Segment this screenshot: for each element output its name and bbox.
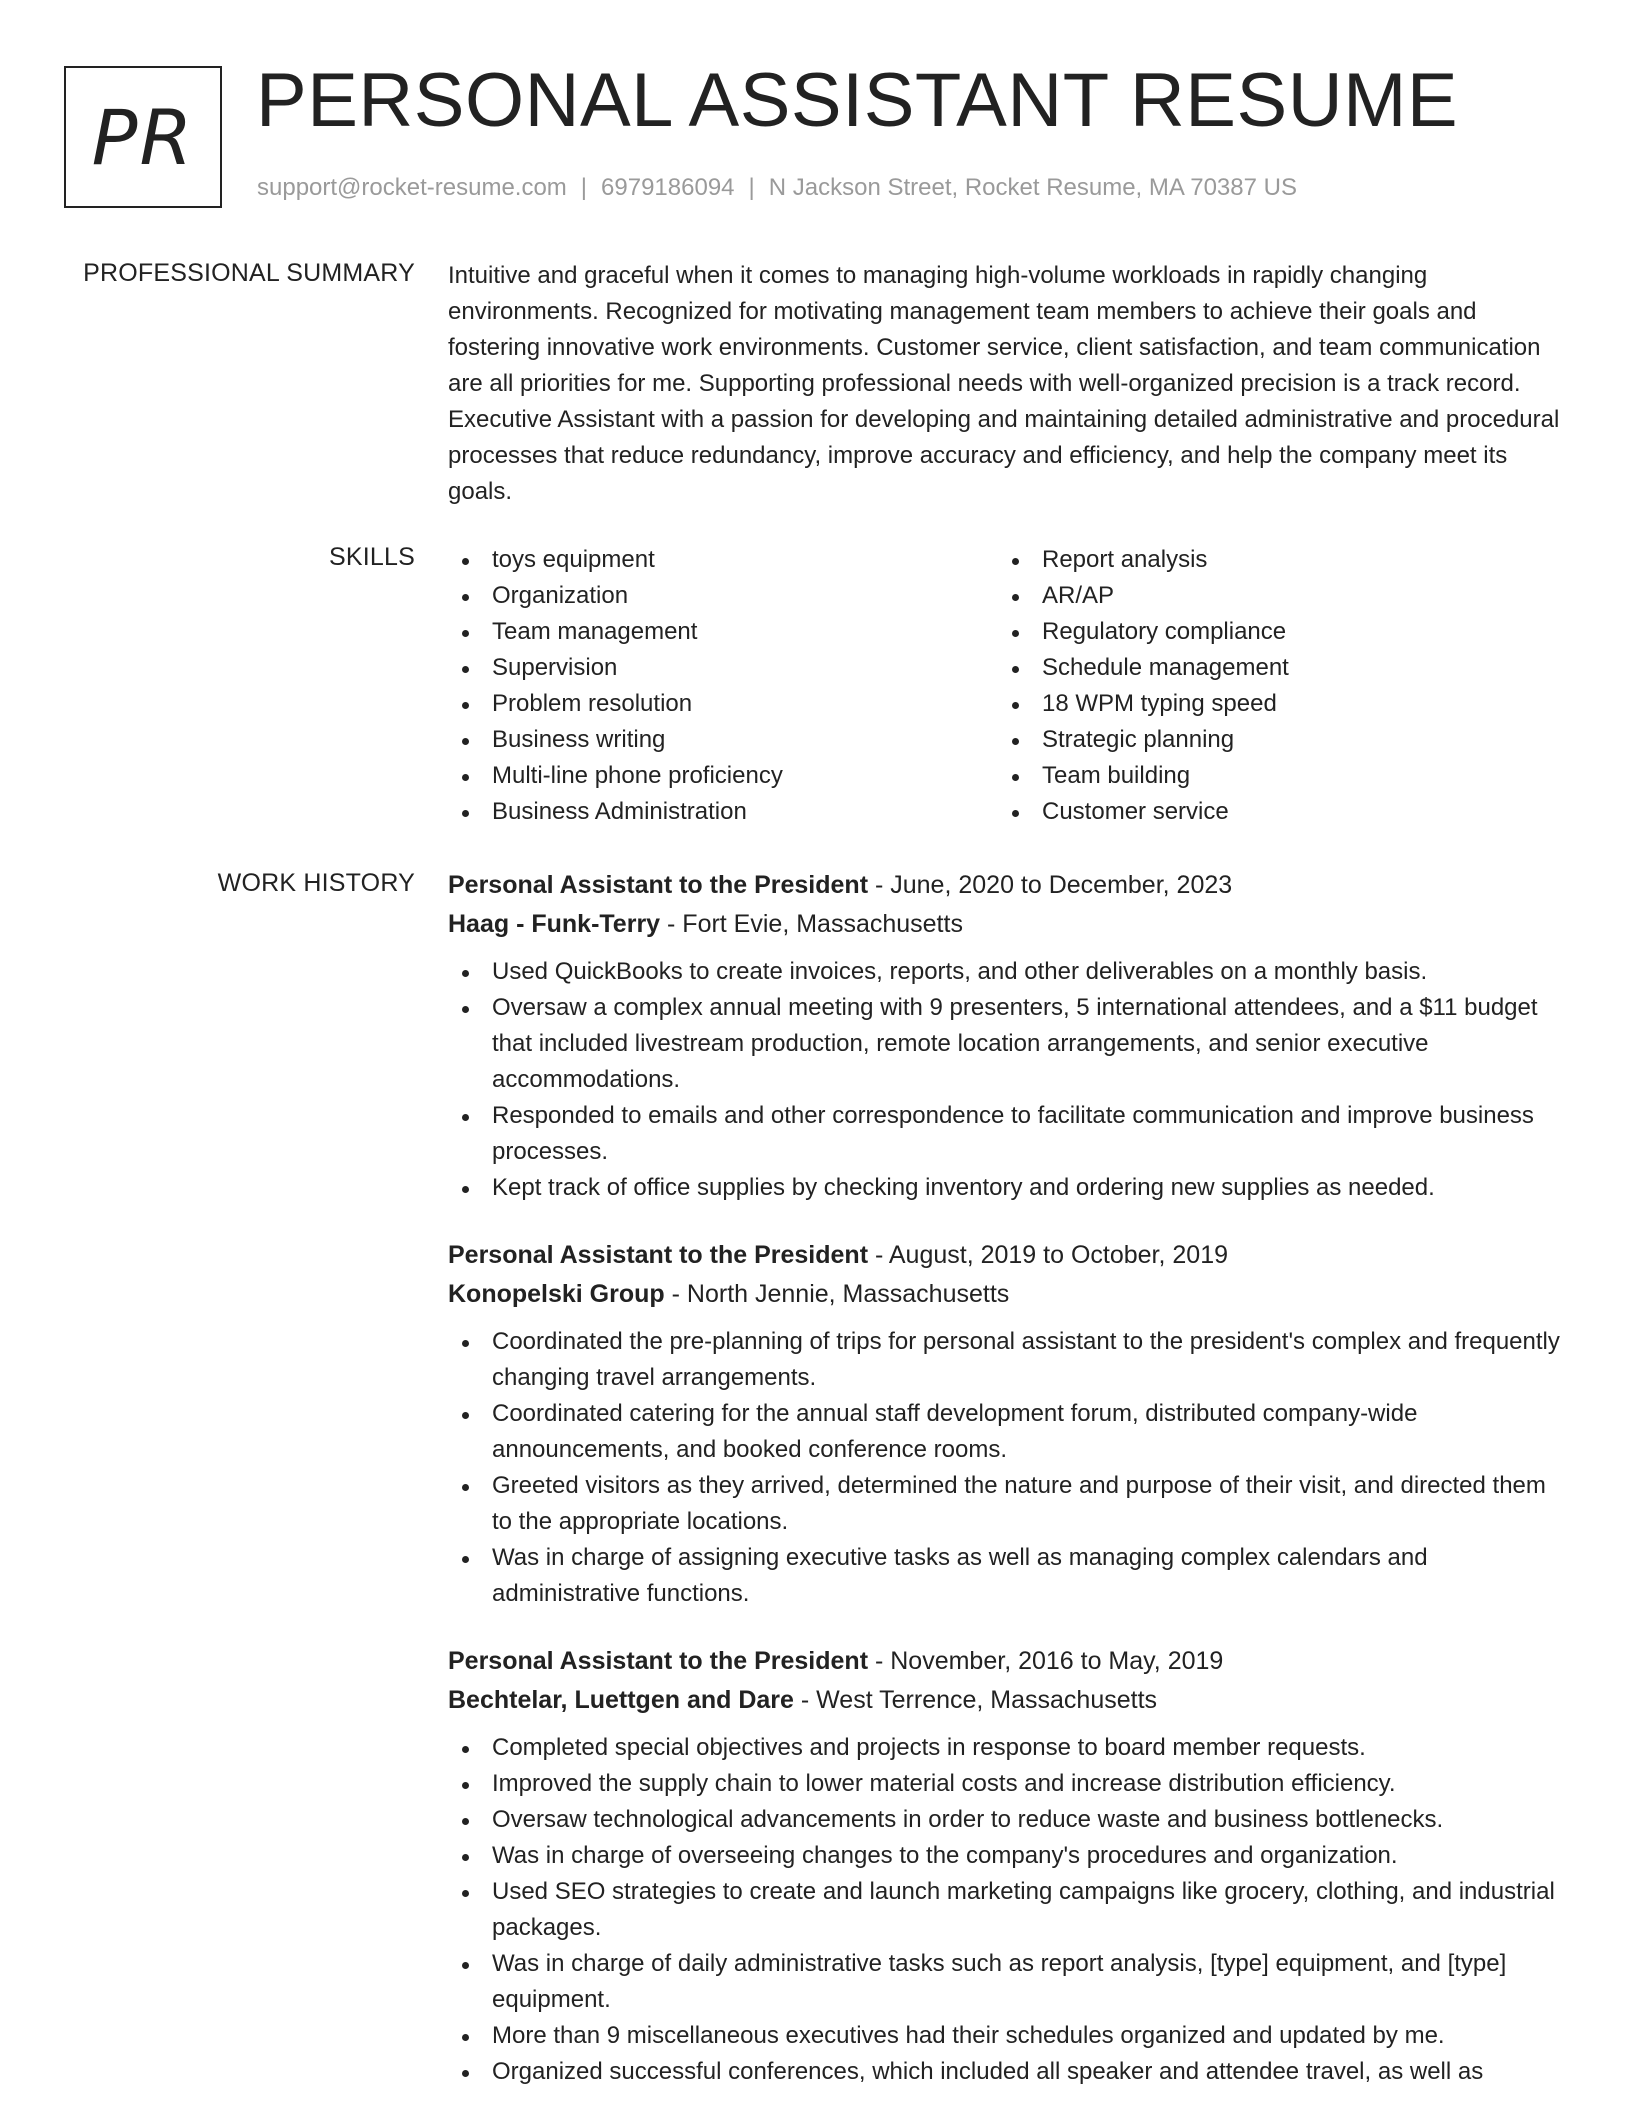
contact-address: N Jackson Street, Rocket Resume, MA 70387 US [768, 174, 1297, 201]
skill-item: Problem resolution [448, 686, 998, 722]
summary-text: Intuitive and graceful when it comes to managing high-volume workloads in rapidly changing environments. Recognized for motivating management team members to achieve their goals and fostering innovative work environments. Customer service, client satisfaction, and team communication are all priorities for me. Supporting professional needs with well-organized precision is a track record. Executive Assistant with a passion for developing and maintaining detailed administrative and procedural processes that reduce redundancy, improve accuracy and efficiency, and help the company meet its goals. [448, 262, 1560, 505]
job-bullet: Oversaw technological advancements in order to reduce waste and business bottlenecks. [448, 1802, 1560, 1838]
skill-item: Team building [998, 758, 1548, 794]
job-bullets [448, 1324, 1560, 1612]
skills-list-right [998, 542, 1548, 830]
skill-item: AR/AP [998, 578, 1548, 614]
job-bullet: Coordinated the pre-planning of trips for personal assistant to the president's complex and frequently changing travel arrangements. [448, 1324, 1560, 1396]
job-company-line [448, 1275, 1560, 1314]
job-bullet: Organized successful conferences, which included all speaker and attendee travel, as well as [448, 2054, 1560, 2090]
job-company: Bechtelar, Luettgen and Dare [448, 1686, 794, 1714]
job-bullet: Completed special objectives and projects in response to board member requests. [448, 1730, 1560, 1766]
job-bullet: Improved the supply chain to lower material costs and increase distribution efficiency. [448, 1766, 1560, 1802]
summary-body [448, 258, 1560, 510]
skill-item: Team management [448, 614, 998, 650]
job-bullet: Was in charge of overseeing changes to the company's procedures and organization. [448, 1838, 1560, 1874]
job-title-line [448, 1236, 1560, 1275]
skills-body [448, 542, 1560, 830]
skill-item: toys equipment [448, 542, 998, 578]
job-company: Haag - Funk-Terry [448, 910, 661, 938]
job-bullet: Greeted visitors as they arrived, determined the nature and purpose of their visit, and directed them to the appropriate locations. [448, 1468, 1560, 1540]
job-title: Personal Assistant to the President [448, 871, 869, 899]
contact-phone: 6979186094 [601, 174, 735, 201]
skill-item: Schedule management [998, 650, 1548, 686]
job-bullet: Kept track of office supplies by checking inventory and ordering new supplies as needed. [448, 1170, 1560, 1206]
job-location: - North Jennie, Massachusetts [664, 1280, 1010, 1308]
job-bullets [448, 1730, 1560, 2090]
job-entry [448, 866, 1560, 1206]
job-title: Personal Assistant to the President [448, 1241, 869, 1269]
job-bullet: Used QuickBooks to create invoices, reports, and other deliverables on a monthly basis. [448, 954, 1560, 990]
contact-separator: | [580, 174, 588, 201]
job-company: Konopelski Group [448, 1280, 665, 1308]
job-location: - Fort Evie, Massachusetts [660, 910, 963, 938]
contact-email: support@rocket-resume.com [257, 174, 567, 201]
work-history-heading: WORK HISTORY [217, 869, 415, 897]
job-bullet: Was in charge of daily administrative tasks such as report analysis, [type] equipment, and [type] equipment. [448, 1946, 1560, 2018]
job-bullet: Responded to emails and other correspondence to facilitate communication and improve business processes. [448, 1098, 1560, 1170]
skills-heading: SKILLS [329, 543, 415, 571]
job-bullets [448, 954, 1560, 1206]
job-bullet: Coordinated catering for the annual staff development forum, distributed company-wide announcements, and booked conference rooms. [448, 1396, 1560, 1468]
skill-item: Multi-line phone proficiency [448, 758, 998, 794]
skill-item: Supervision [448, 650, 998, 686]
skill-item: Organization [448, 578, 998, 614]
job-dates: - November, 2016 to May, 2019 [868, 1647, 1224, 1675]
job-company-line [448, 1681, 1560, 1720]
skill-item: Strategic planning [998, 722, 1548, 758]
skill-item: Report analysis [998, 542, 1548, 578]
job-company-line [448, 905, 1560, 944]
job-entry [448, 1642, 1560, 2090]
skill-item: Business writing [448, 722, 998, 758]
skill-item: 18 WPM typing speed [998, 686, 1548, 722]
skills-list-left [448, 542, 998, 830]
job-bullet: Was in charge of assigning executive tasks as well as managing complex calendars and administrative functions. [448, 1540, 1560, 1612]
work-history-body [448, 866, 1560, 2120]
contact-separator: | [748, 174, 755, 201]
job-title: Personal Assistant to the President [448, 1647, 869, 1675]
resume-title: PERSONAL ASSISTANT RESUME [256, 58, 1459, 143]
skill-item: Customer service [998, 794, 1548, 830]
job-location: - West Terrence, Massachusetts [793, 1686, 1158, 1714]
skill-item: Regulatory compliance [998, 614, 1548, 650]
contact-line [257, 174, 1297, 202]
job-bullet: More than 9 miscellaneous executives had their schedules organized and updated by me. [448, 2018, 1560, 2054]
skill-item: Business Administration [448, 794, 998, 830]
job-title-line [448, 866, 1560, 905]
job-entry [448, 1236, 1560, 1612]
job-dates: - August, 2019 to October, 2019 [868, 1241, 1229, 1269]
monogram-box [64, 66, 222, 208]
job-bullet: Used SEO strategies to create and launch marketing campaigns like grocery, clothing, and industrial packages. [448, 1874, 1560, 1946]
monogram-initials: PR [91, 92, 195, 182]
job-dates: - June, 2020 to December, 2023 [868, 871, 1233, 899]
summary-heading: PROFESSIONAL SUMMARY [83, 259, 415, 287]
job-title-line [448, 1642, 1560, 1681]
job-bullet: Oversaw a complex annual meeting with 9 presenters, 5 international attendees, and a $11 budget that included livestream production, remote location arrangements, and senior executive accommodations. [448, 990, 1560, 1098]
